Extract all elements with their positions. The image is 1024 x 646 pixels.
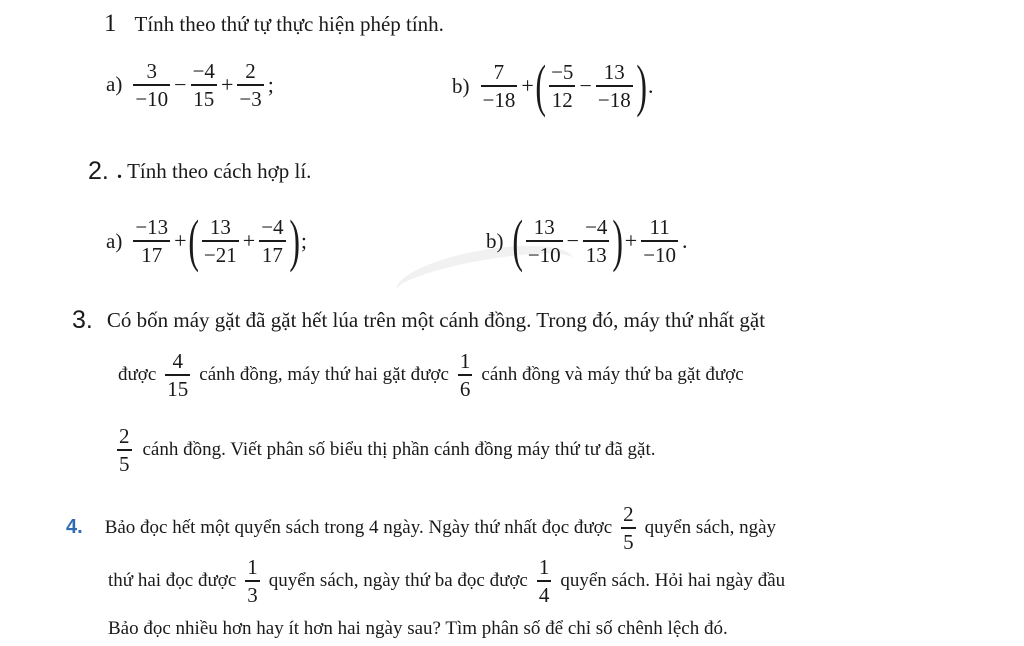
- fraction: $\frac{2}{5}$: [119, 424, 130, 476]
- right-paren: ): [288, 208, 300, 273]
- fraction: $\frac{2}{5}$: [623, 502, 634, 554]
- left-paren: (: [535, 53, 546, 118]
- operator: +: [220, 71, 234, 97]
- fraction: $\frac{1}{6}$: [459, 349, 471, 401]
- exercise-3-line-2: [118, 350, 744, 400]
- exercise-1a: [106, 60, 275, 110]
- exercise-1-header: [104, 10, 444, 38]
- fraction: $\frac{11}{-10}$: [643, 215, 677, 267]
- exercise-4-text: quyển sách. Hỏi hai ngày đầu: [560, 569, 786, 591]
- fraction: $\frac{13}{-10}$: [527, 215, 561, 267]
- fraction: $\frac{1}{4}$: [538, 555, 550, 607]
- exercise-3-text: cánh đồng. Viết phân số biểu thị phần cánh đồng máy thứ tư đã gặt.: [142, 438, 656, 460]
- operator: −: [579, 73, 592, 99]
- fraction: $\frac{13}{-21}$: [203, 215, 237, 267]
- punctuation: ;: [300, 228, 307, 254]
- exercise-2-number: 2.: [88, 157, 109, 185]
- exercise-2-header: [88, 157, 311, 186]
- exercise-2b: [486, 208, 689, 273]
- exercise-4-line-3: [108, 618, 728, 640]
- left-paren: (: [511, 208, 523, 273]
- exercise-4-text: quyển sách, ngày: [644, 516, 777, 538]
- exercise-3-number: 3.: [72, 306, 93, 334]
- fraction: $\frac{1}{3}$: [247, 555, 258, 607]
- exercise-4-line-1: [66, 503, 776, 553]
- fraction: $\frac{7}{-18}$: [482, 60, 516, 112]
- fraction: $\frac{2}{-3}$: [239, 59, 262, 111]
- fraction: $\frac{13}{-18}$: [597, 60, 631, 112]
- exercise-1b: [452, 53, 655, 118]
- exercise-3-text: cánh đồng, máy thứ hai gặt được: [199, 363, 449, 385]
- exercise-4-line-2: [108, 556, 785, 606]
- punctuation: ;: [267, 71, 274, 97]
- left-paren: (: [187, 208, 199, 273]
- exercise-3-line-1: [72, 306, 765, 335]
- exercise-2-title: Tính theo cách hợp lí.: [127, 159, 312, 183]
- punctuation: .: [682, 228, 688, 254]
- exercise-4-text: quyển sách, ngày thứ ba đọc được: [268, 569, 528, 591]
- fraction: $\frac{4}{15}$: [167, 349, 189, 401]
- part-label: b): [486, 228, 504, 253]
- exercise-3-text: cánh đồng và máy thứ ba gặt được: [481, 363, 744, 385]
- fraction: $\frac{3}{-10}$: [135, 59, 169, 111]
- operator: +: [174, 228, 187, 254]
- punctuation: .: [648, 73, 654, 99]
- exercise-3-line-3: [114, 425, 656, 475]
- fraction: $\frac{-4}{17}$: [261, 215, 284, 267]
- exercise-4-text: Bảo đọc nhiều hơn hay ít hơn hai ngày sau? Tìm phân số để chỉ số chênh lệch đó.: [108, 618, 728, 639]
- right-paren: ): [636, 53, 647, 118]
- exercise-1-number: 1: [104, 10, 117, 37]
- right-paren: ): [612, 208, 624, 273]
- exercise-3-text: được: [118, 363, 157, 385]
- exercise-2a: [106, 208, 308, 273]
- operator: +: [521, 73, 534, 99]
- fraction: $\frac{-13}{17}$: [135, 215, 169, 267]
- fraction: $\frac{-5}{12}$: [551, 60, 574, 112]
- exercise-2-dot: .: [116, 159, 123, 183]
- exercise-4-text: Bảo đọc hết một quyển sách trong 4 ngày. Ngày thứ nhất đọc được: [104, 516, 613, 538]
- exercise-4-text: thứ hai đọc được: [108, 569, 237, 591]
- fraction: $\frac{-4}{13}$: [585, 215, 608, 267]
- exercise-1-title: Tính theo thứ tự thực hiện phép tính.: [134, 11, 444, 36]
- exercise-3-text: Có bốn máy gặt đã gặt hết lúa trên một cánh đồng. Trong đó, máy thứ nhất gặt: [106, 308, 766, 332]
- operator: +: [242, 228, 256, 254]
- part-label: a): [106, 228, 123, 253]
- operator: +: [624, 228, 638, 254]
- operator: −: [566, 228, 580, 254]
- part-label: b): [452, 73, 470, 98]
- operator: −: [174, 71, 187, 97]
- exercise-4-number: 4.: [66, 516, 83, 539]
- part-label: a): [106, 72, 123, 97]
- fraction: $\frac{-4}{15}$: [192, 59, 215, 111]
